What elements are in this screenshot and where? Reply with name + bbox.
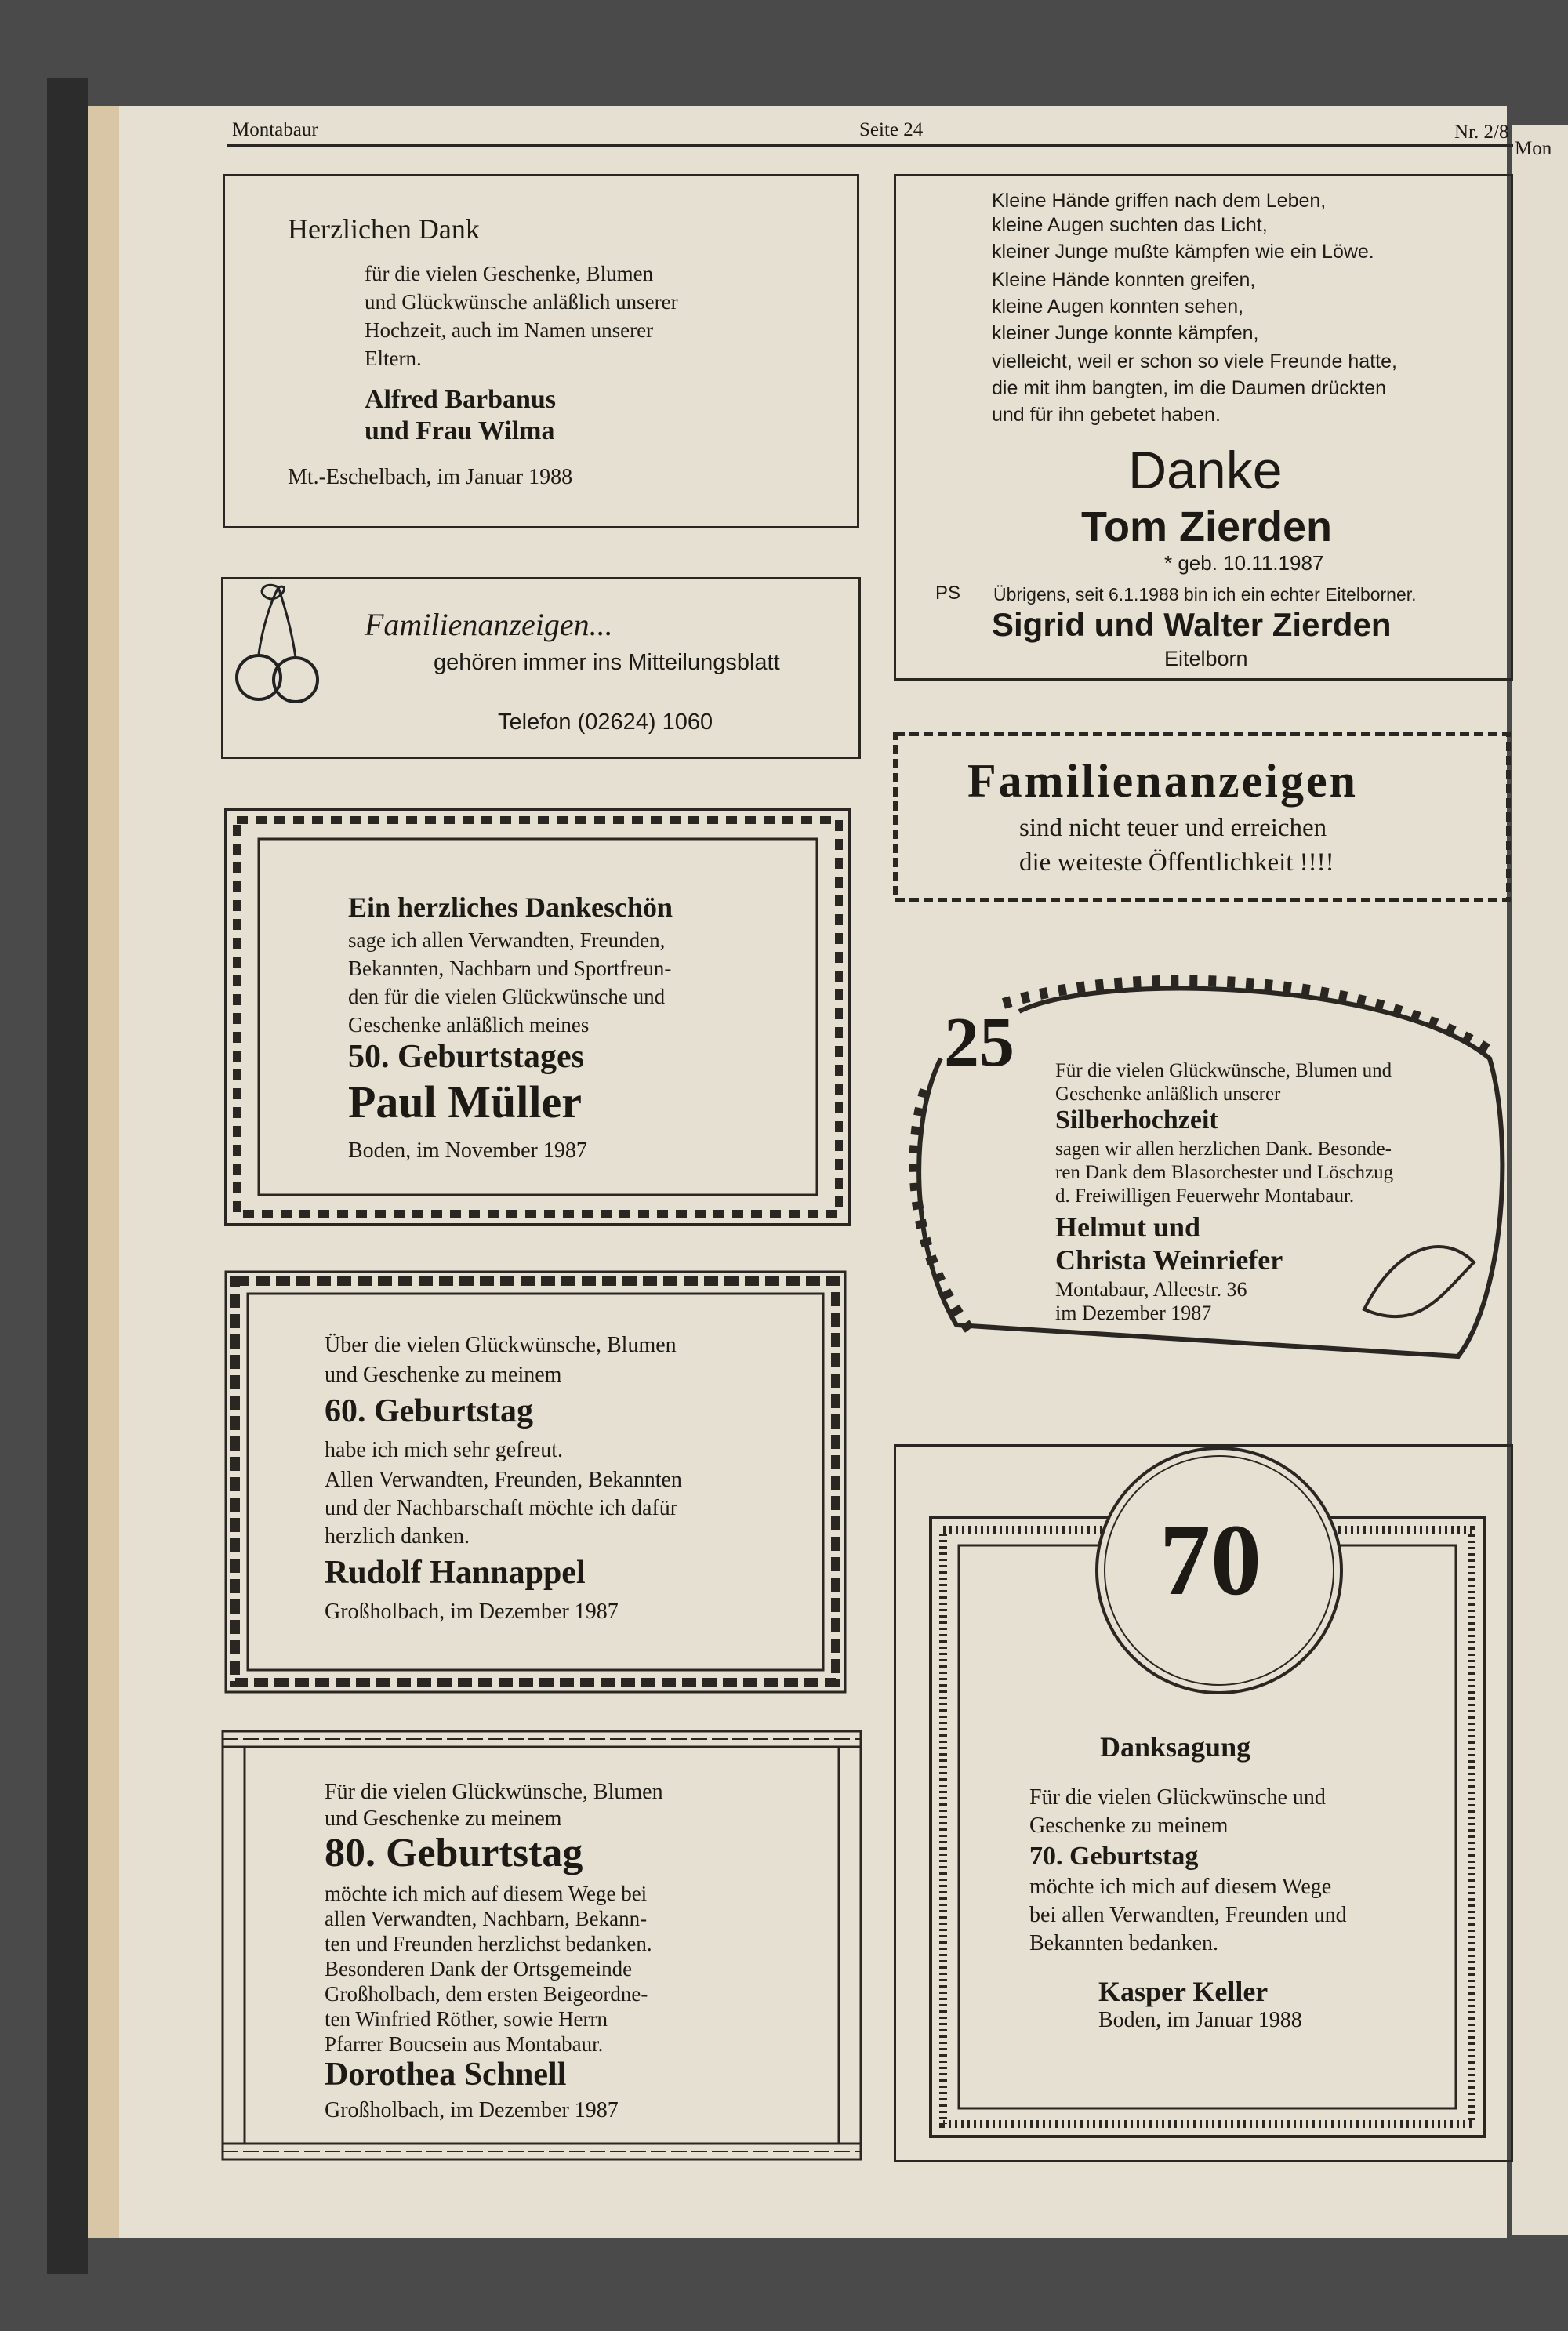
- ad-text-line: Geschenke zu meinem: [1029, 1814, 1229, 1838]
- ad-text-line: ten Winfried Röther, sowie Herrn: [325, 2007, 608, 2031]
- ad-name: und Frau Wilma: [365, 416, 555, 445]
- poem-line: kleine Augen suchten das Licht,: [992, 214, 1268, 236]
- cherries-icon: [223, 579, 333, 721]
- ad-occasion: 60. Geburtstag: [325, 1393, 533, 1429]
- ad-name: Kasper Keller: [1098, 1976, 1269, 2007]
- ad-title: Herzlichen Dank: [288, 213, 480, 245]
- promo-line: sind nicht teuer und erreichen: [1019, 814, 1327, 842]
- ad-text-line: d. Freiwilligen Feuerwehr Montabaur.: [1055, 1185, 1355, 1207]
- poem-line: kleine Augen konnten sehen,: [992, 296, 1244, 318]
- script-title: Familienanzeigen...: [365, 607, 613, 642]
- ad-occasion: 80. Geburtstag: [325, 1831, 583, 1875]
- ad-text-line: ren Dank dem Blasorchester und Löschzug: [1055, 1162, 1394, 1183]
- birth-date: * geb. 10.11.1987: [1164, 551, 1324, 575]
- ad-text-line: Bekannten, Nachbarn und Sportfreun-: [348, 957, 672, 980]
- ad-text-line: allen Verwandten, Nachbarn, Bekann-: [325, 1907, 648, 1930]
- ad-text-line: Geschenke anläßlich unserer: [1055, 1084, 1281, 1105]
- ad-text-line: Für die vielen Glückwünsche, Blumen und: [1055, 1060, 1392, 1081]
- ad-title: Danksagung: [1100, 1731, 1251, 1763]
- poem-line: kleiner Junge mußte kämpfen wie ein Löwe.: [992, 241, 1374, 263]
- ad-place-date: Großholbach, im Dezember 1987: [325, 1599, 619, 1624]
- ad-text-line: sage ich allen Verwandten, Freunden,: [348, 928, 666, 952]
- ad-text-line: Pfarrer Boucsein aus Montabaur.: [325, 2032, 604, 2056]
- ad-occasion: Silberhochzeit: [1055, 1106, 1218, 1135]
- binding-spine: [47, 78, 88, 2274]
- ad-text-line: bei allen Verwandten, Freunden und: [1029, 1903, 1347, 1927]
- ad-title: Ein herzliches Dankeschön: [348, 891, 673, 923]
- ad-text-line: Bekannten bedanken.: [1029, 1931, 1219, 1955]
- danke-heading: Danke: [1128, 441, 1283, 500]
- ad-place-date: Großholbach, im Dezember 1987: [325, 2098, 619, 2122]
- ad-text-line: für die vielen Geschenke, Blumen: [365, 262, 654, 285]
- ad-text-line: Für die vielen Glückwünsche und: [1029, 1785, 1326, 1810]
- ad-text-line: Geschenke anläßlich meines: [348, 1013, 590, 1037]
- ad-text: gehören immer ins Mitteilungsblatt: [434, 650, 780, 675]
- ad-text-line: und Geschenke zu meinem: [325, 1806, 562, 1831]
- ad-text-line: Großholbach, dem ersten Beigeordne-: [325, 1982, 648, 2006]
- ad-text-line: ten und Freunden herzlichst bedanken.: [325, 1932, 652, 1955]
- ad-name: Dorothea Schnell: [325, 2057, 567, 2093]
- ad-name: Alfred Barbanus: [365, 385, 557, 414]
- ad-text-line: Für die vielen Glückwünsche, Blumen: [325, 1780, 663, 1804]
- ad-name: Christa Weinriefer: [1055, 1244, 1283, 1276]
- ad-text-line: sagen wir allen herzlichen Dank. Besonde-: [1055, 1138, 1392, 1160]
- ad-text-line: Eltern.: [365, 347, 422, 370]
- ad-occasion: 50. Geburtstages: [348, 1039, 584, 1075]
- ad-text-line: möchte ich mich auf diesem Wege: [1029, 1875, 1332, 1899]
- ad-address: Montabaur, Alleestr. 36: [1055, 1278, 1247, 1301]
- ad-name: Paul Müller: [348, 1077, 583, 1127]
- ad-dorothea-schnell: [221, 1730, 862, 2161]
- poem-line: die mit ihm bangten, im die Daumen drückten: [992, 377, 1387, 399]
- ps-label: PS: [935, 583, 961, 604]
- ad-text-line: den für die vielen Glückwünsche und: [348, 985, 666, 1008]
- ad-text-line: Allen Verwandten, Freunden, Bekannten: [325, 1468, 682, 1492]
- next-page-edge: [1512, 125, 1568, 2235]
- ad-silberhochzeit: [894, 964, 1513, 1364]
- ad-familienanzeigen-info: [221, 577, 861, 759]
- poem-line: kleiner Junge konnte kämpfen,: [992, 322, 1259, 344]
- ad-place-date: Boden, im November 1987: [348, 1138, 587, 1163]
- child-name: Tom Zierden: [1081, 503, 1333, 550]
- header-rule: [227, 144, 1513, 147]
- ad-text-line: habe ich mich sehr gefreut.: [325, 1438, 563, 1462]
- ad-text-line: Über die vielen Glückwünsche, Blumen: [325, 1333, 677, 1357]
- parents-names: Sigrid und Walter Zierden: [992, 606, 1392, 643]
- ad-name: Helmut und: [1055, 1211, 1201, 1243]
- birthday-number: 70: [1160, 1504, 1261, 1617]
- ad-wedding-thanks: [223, 174, 859, 528]
- ad-name: Rudolf Hannappel: [325, 1555, 586, 1591]
- ad-address: im Dezember 1987: [1055, 1302, 1212, 1324]
- anniversary-number: 25: [944, 1004, 1014, 1081]
- ad-text-line: und Glückwünsche anläßlich unserer: [365, 290, 678, 314]
- poem-line: Kleine Hände konnten greifen,: [992, 269, 1256, 291]
- header-page-number: Seite 24: [859, 119, 924, 140]
- ad-tom-zierden: [894, 174, 1513, 681]
- promo-title: Familienanzeigen: [967, 755, 1358, 807]
- header-issue-number: Nr. 2/8: [1454, 122, 1509, 143]
- page-edge: [88, 106, 119, 2238]
- ad-text-line: Besonderen Dank der Ortsgemeinde: [325, 1957, 633, 1981]
- ad-text-line: herzlich danken.: [325, 1524, 470, 1549]
- ad-phone: Telefon (02624) 1060: [498, 710, 713, 735]
- ps-text: Übrigens, seit 6.1.1988 bin ich ein echter Eitelborner.: [993, 584, 1417, 605]
- ad-place-date: Mt.-Eschelbach, im Januar 1988: [288, 465, 573, 489]
- ad-paul-mueller: [221, 804, 855, 1229]
- ad-rudolf-hannappel: [221, 1267, 850, 1697]
- ad-place: Eitelborn: [1164, 647, 1248, 670]
- header-town: Montabaur: [232, 119, 318, 140]
- ad-familienanzeigen-promo: [892, 731, 1512, 903]
- poem-line: vielleicht, weil er schon so viele Freunde hatte,: [992, 350, 1397, 372]
- next-page-header: Mon: [1515, 138, 1552, 159]
- ad-place-date: Boden, im Januar 1988: [1098, 2008, 1302, 2032]
- ad-text-line: und der Nachbarschaft möchte ich dafür: [325, 1496, 678, 1520]
- ad-occasion: 70. Geburtstag: [1029, 1842, 1199, 1871]
- ad-text-line: Hochzeit, auch im Namen unserer: [365, 318, 654, 342]
- ad-text-line: möchte ich mich auf diesem Wege bei: [325, 1882, 648, 1905]
- ad-kasper-keller: [894, 1444, 1513, 2162]
- ad-text-line: und Geschenke zu meinem: [325, 1363, 562, 1387]
- promo-line: die weiteste Öffentlichkeit !!!!: [1019, 848, 1334, 877]
- poem-line: und für ihn gebetet haben.: [992, 404, 1221, 426]
- poem-line: Kleine Hände griffen nach dem Leben,: [992, 190, 1327, 212]
